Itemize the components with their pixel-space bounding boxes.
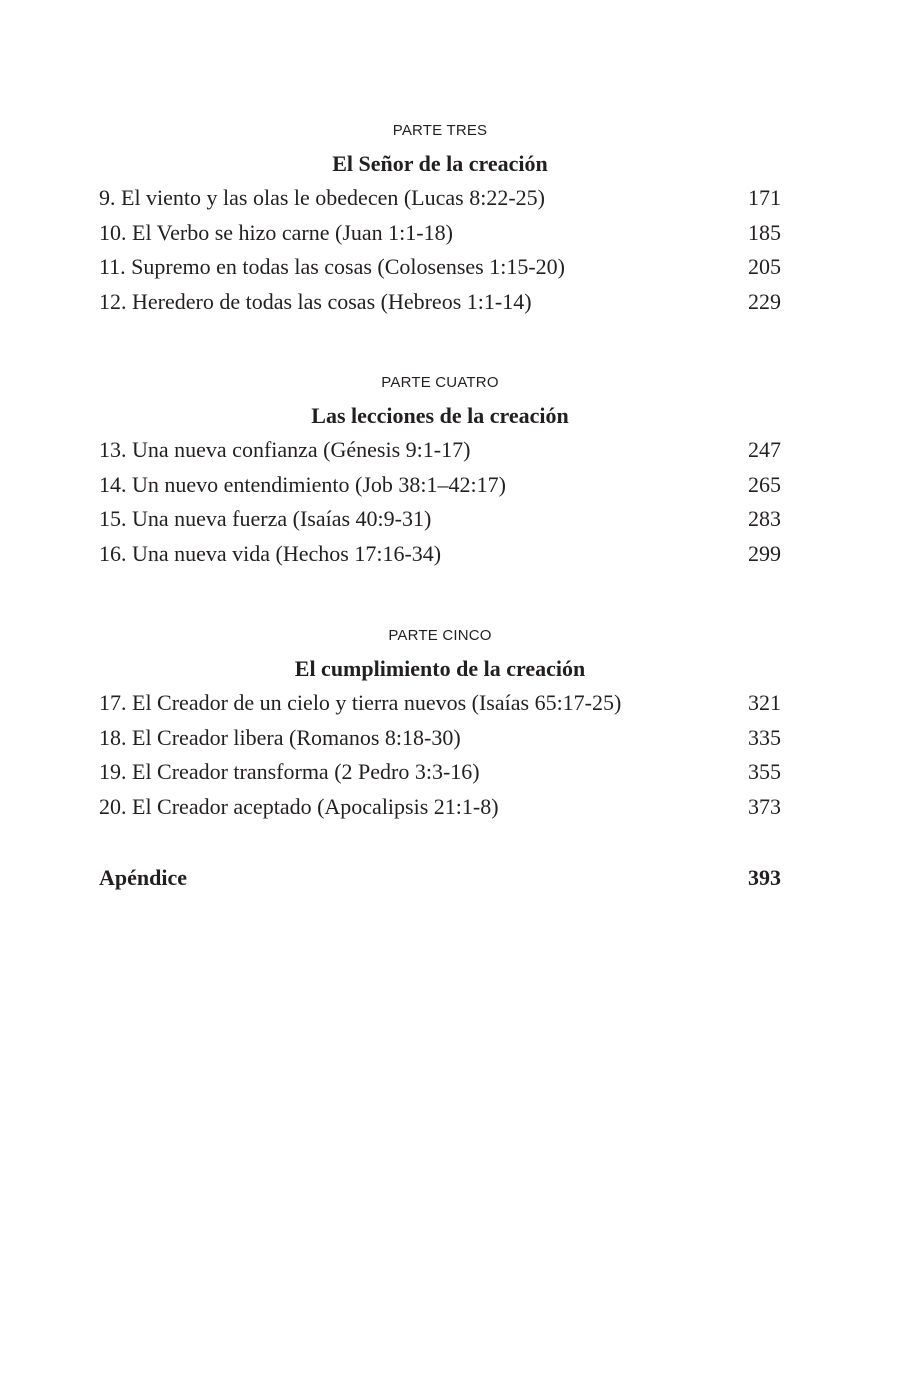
toc-entry [99,686,781,721]
toc-entry [99,433,781,468]
toc-section-part-five [99,626,781,825]
toc-entry-page: 321 [748,690,781,715]
toc-entry-title: 12. Heredero de todas las cosas (Hebreos 1:1-14) [99,289,532,315]
toc-entry [99,216,781,251]
toc-entry [99,537,781,572]
toc-entry-title: 15. Una nueva fuerza (Isaías 40:9-31) [99,506,432,532]
part-label: PARTE CUATRO [381,374,499,391]
toc-entry [99,721,781,756]
toc-entry [99,755,781,790]
part-label: PARTE TRES [392,122,488,139]
toc-appendix [99,861,781,895]
toc-entry-title: 13. Una nueva confianza (Génesis 9:1-17) [99,437,471,462]
part-title: El cumplimiento de la creación [294,656,586,681]
toc-entry-title: 17. El Creador de un cielo y tierra nuevos (Isaías 65:17-25) [99,690,622,715]
toc-entry-title: 20. El Creador aceptado (Apocalipsis 21:1-8) [99,794,499,820]
toc-entry [99,502,781,537]
toc-entry-title: 9. El viento y las olas le obedecen (Lucas 8:22-25) [99,185,545,210]
part-title: Las lecciones de la creación [311,403,569,428]
toc-entry-title: 10. El Verbo se hizo carne (Juan 1:1-18) [99,219,453,245]
toc-section-part-four [99,373,781,572]
toc-entry-page: 373 [748,794,781,820]
toc-entry-page: 355 [748,759,781,785]
toc-entry-page: 185 [748,219,781,245]
toc-entry-title: 18. El Creador libera (Romanos 8:18-30) [99,724,461,750]
toc-entry [99,250,781,285]
toc-entry-page: 171 [748,185,781,210]
toc-entry-page: 205 [748,254,781,280]
toc-entry-title: 16. Una nueva vida (Hechos 17:16-34) [99,541,442,567]
toc-entry [99,468,781,503]
toc-entry-page: 335 [748,724,781,750]
appendix-page: 393 [748,865,781,890]
toc-entry [99,790,781,825]
toc-entry-page: 229 [748,289,781,315]
toc-entry-page: 283 [748,506,781,532]
toc-entry-page: 247 [748,437,781,462]
appendix-title: Apéndice [99,865,187,890]
part-title: El Señor de la creación [332,151,548,176]
toc-entry-page: 265 [748,471,781,497]
toc-entry-title: 11. Supremo en todas las cosas (Colosenses 1:15-20) [99,254,566,280]
toc-entry [99,285,781,320]
part-label: PARTE CINCO [388,627,492,644]
toc-section-part-three [99,121,781,320]
toc-entry-title: 14. Un nuevo entendimiento (Job 38:1–42:17) [99,471,506,497]
toc-entry-page: 299 [748,541,781,567]
toc-entry [99,181,781,216]
toc-entry-title: 19. El Creador transforma (2 Pedro 3:3-16) [99,759,480,785]
